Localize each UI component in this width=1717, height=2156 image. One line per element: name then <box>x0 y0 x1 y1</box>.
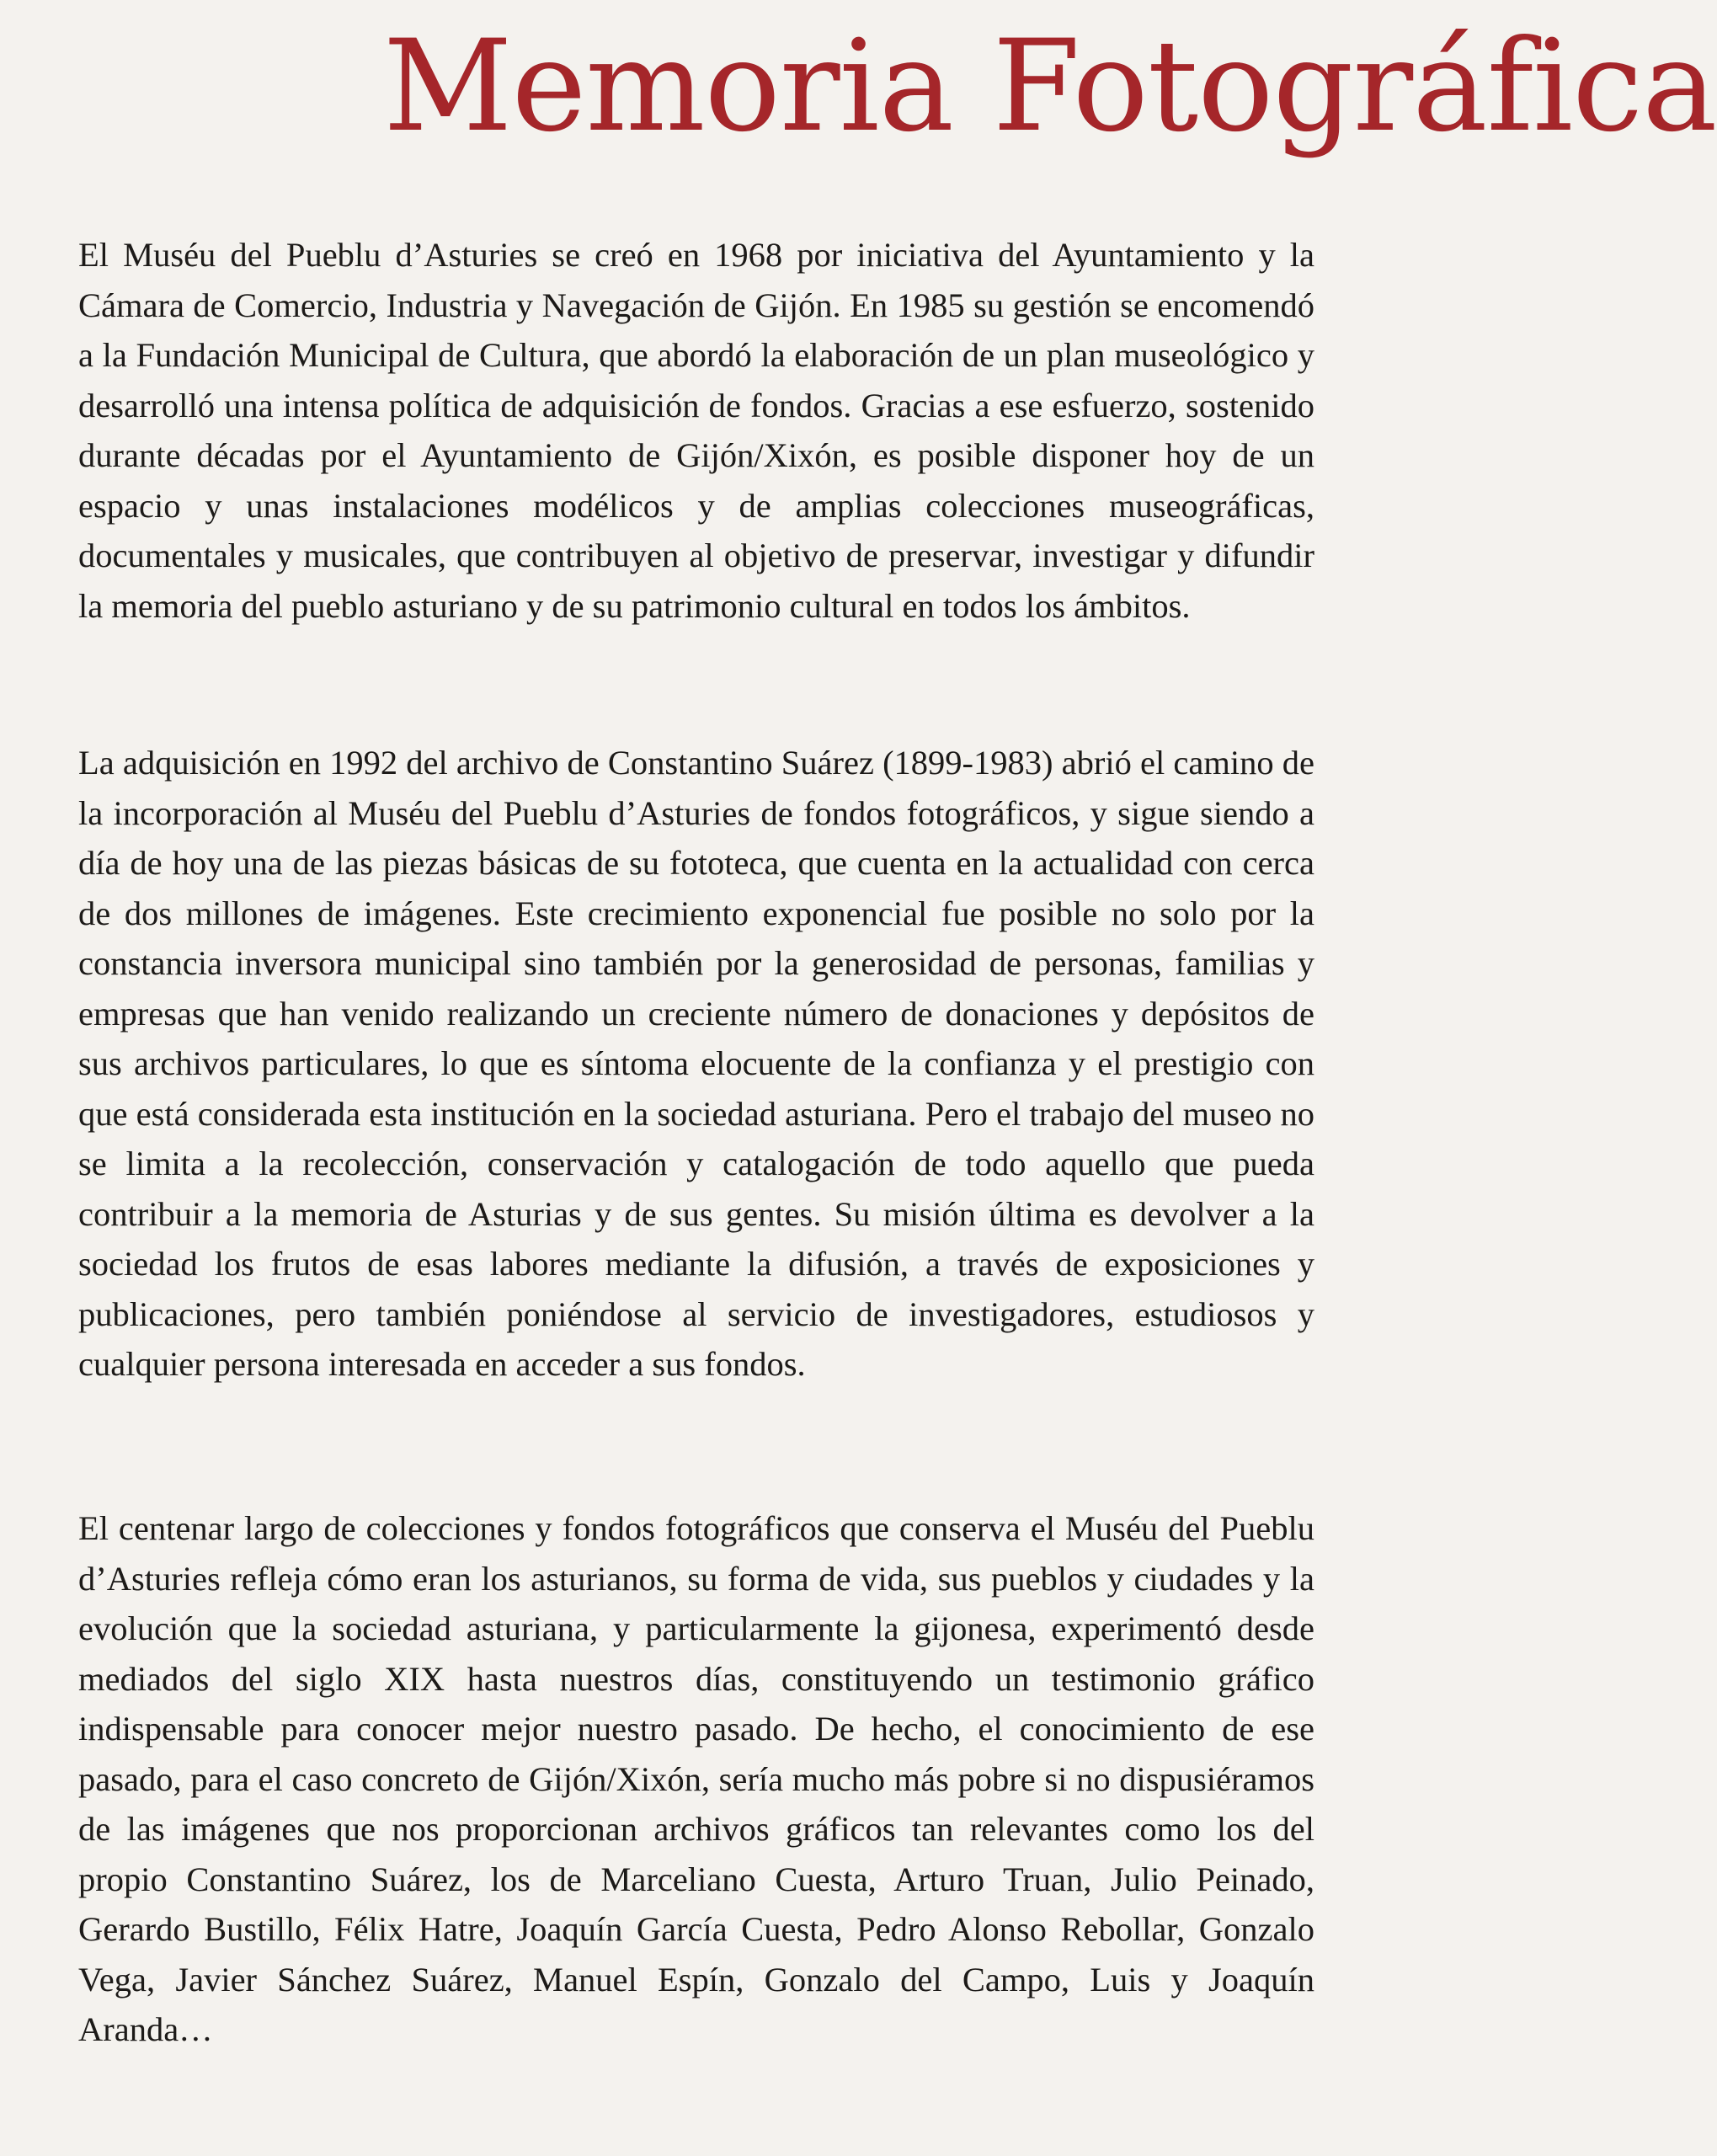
paragraph-1: El Muséu del Pueblu d’Asturies se creó en 1968 por iniciativa del Ayuntamiento y la Cámara de Comercio, Industria y Navegación de Gijón. En 1985 su gestión se encomendó a la Fundación Municipal de Cultura, que abordó la elaboración de un plan museológico y desarrolló una intensa política de adquisición de fondos. Gracias a ese esfuerzo, sostenido durante décadas por el Ayuntamiento de Gijón/Xixón, es posible disponer hoy de un espacio y unas instalaciones modélicos y de amplias colecciones museográficas, documentales y musicales, que contribuyen al objetivo de preservar, investigar y difundir la memoria del pueblo asturiano y de su patrimonio cultural en todos los ámbitos. <box>78 236 1314 625</box>
paragraph-3: El centenar largo de colecciones y fondos fotográficos que conserva el Muséu del Pueblu d’Asturies refleja cómo eran los asturianos, su forma de vida, sus pueblos y ciudades y la evolución que la sociedad asturiana, y particularmente la gijonesa, experimentó desde mediados del siglo XIX hasta nuestros días, constituyendo un testimonio gráfico indispensable para conocer mejor nuestro pasado. De hecho, el conocimiento de ese pasado, para el caso concreto de Gijón/Xixón, sería mucho más pobre si no dispusiéramos de las imágenes que nos proporcionan archivos gráficos tan relevantes como los del propio Constantino Suárez, los de Marceliano Cuesta, Arturo Truan, Julio Peinado, Gerardo Bustillo, Félix Hatre, Joaquín García Cuesta, Pedro Alonso Rebollar, Gonzalo Vega, Javier Sánchez Suárez, Manuel Espín, Gonzalo del Campo, Luis y Joaquín Aranda… <box>78 1509 1314 2048</box>
paragraph-2: La adquisición en 1992 del archivo de Constantino Suárez (1899-1983) abrió el camino de la incorporación al Muséu del Pueblu d’Asturies de fondos fotográficos, y sigue siendo a día de hoy una de las piezas básicas de su fototeca, que cuenta en la actualidad con cerca de dos millones de imágenes. Este crecimiento exponencial fue posible no solo por la constancia inversora municipal sino también por la generosidad de personas, familias y empresas que han venido realizando un creciente número de donaciones y depósitos de sus archivos particulares, lo que es síntoma elocuente de la confianza y el prestigio con que está considerada esta institución en la sociedad asturiana. Pero el trabajo del museo no se limita a la recolección, conservación y catalogación de todo aquello que pueda contribuir a la memoria de Asturias y de sus gentes. Su misión última es devolver a la sociedad los frutos de esas labores mediante la difusión, a través de exposiciones y publicaciones, pero también poniéndose al servicio de investigadores, estudiosos y cualquier persona interesada en acceder a sus fondos. <box>78 744 1314 1383</box>
page-title: Memoria Fotográfica <box>383 13 1717 160</box>
